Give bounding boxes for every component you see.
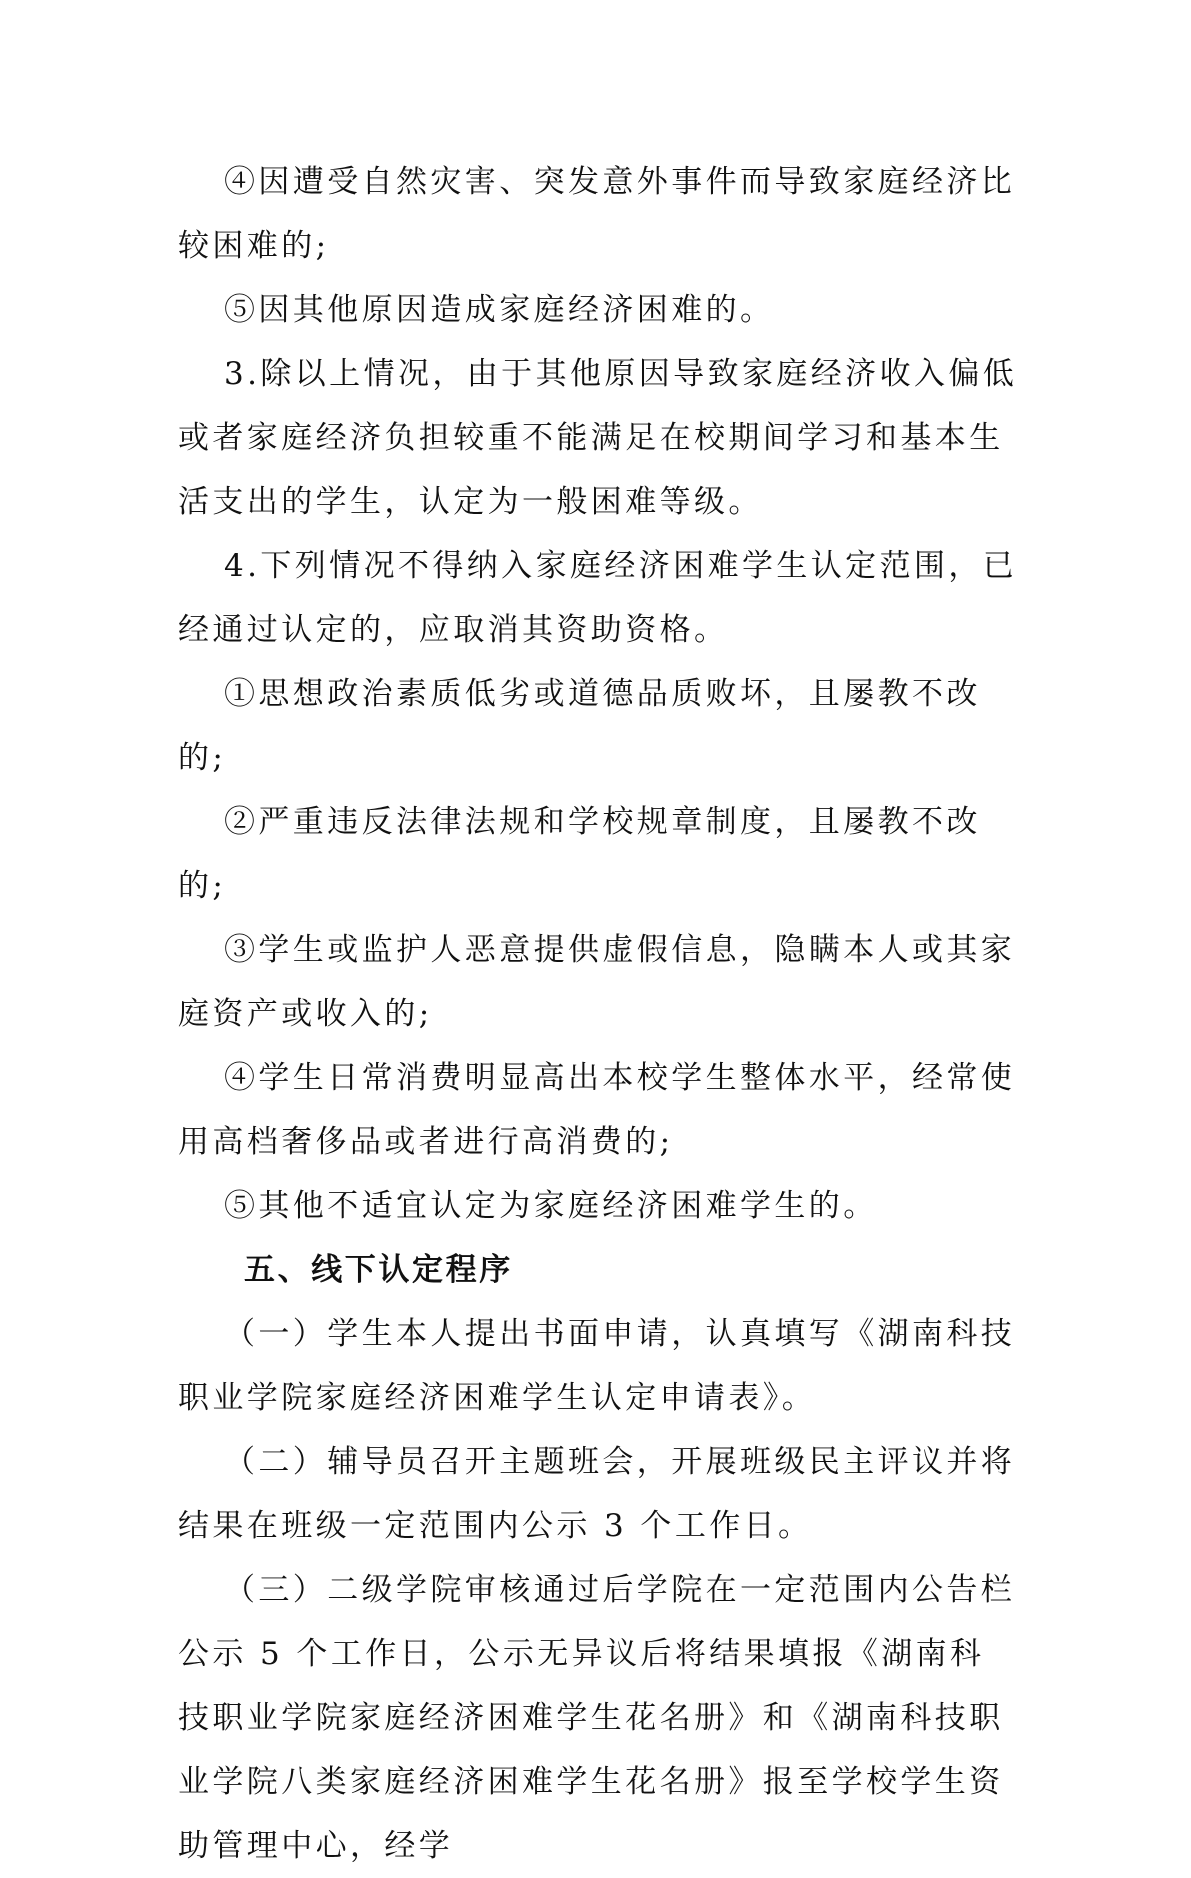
paragraph-item-4-disaster: ④因遭受自然灾害、突发意外事件而导致家庭经济比较困难的; xyxy=(178,164,1016,264)
section-heading-5: 五、线下认定程序 xyxy=(244,1252,513,1288)
paragraph-section-4: 4.下列情况不得纳入家庭经济困难学生认定范围，已经通过认定的，应取消其资助资格。 xyxy=(178,548,1018,648)
paragraph-procedure-2: （二）辅导员召开主题班会，开展班级民主评议并将结果在班级一定范围内公示 3 个工作日。 xyxy=(178,1444,1016,1544)
document-body xyxy=(178,150,1018,1878)
paragraph-procedure-3: （三）二级学院审核通过后学院在一定范围内公告栏公示 5 个工作日，公示无异议后将结果填报《湖南科技职业学院家庭经济困难学生花名册》和《湖南科技职业学院八类家庭经济困难学生花名册》报至学校学生资助管理中心，经学 xyxy=(178,1572,1016,1864)
paragraph-exclusion-5: ⑤其他不适宜认定为家庭经济困难学生的。 xyxy=(224,1188,878,1224)
paragraph-procedure-1: （一）学生本人提出书面申请，认真填写《湖南科技职业学院家庭经济困难学生认定申请表》。 xyxy=(178,1316,1016,1416)
paragraph-exclusion-3: ③学生或监护人恶意提供虚假信息，隐瞒本人或其家庭资产或收入的; xyxy=(178,932,1016,1032)
paragraph-exclusion-1: ①思想政治素质低劣或道德品质败坏，且屡教不改的; xyxy=(178,676,981,776)
paragraph-item-5-other-causes: ⑤因其他原因造成家庭经济困难的。 xyxy=(224,292,775,328)
paragraph-exclusion-2: ②严重违反法律法规和学校规章制度，且屡教不改的; xyxy=(178,804,981,904)
paragraph-exclusion-4: ④学生日常消费明显高出本校学生整体水平，经常使用高档奢侈品或者进行高消费的; xyxy=(178,1060,1016,1160)
paragraph-section-3: 3.除以上情况，由于其他原因导致家庭经济收入偏低或者家庭经济负担较重不能满足在校期间学习和基本生活支出的学生，认定为一般困难等级。 xyxy=(178,356,1018,520)
